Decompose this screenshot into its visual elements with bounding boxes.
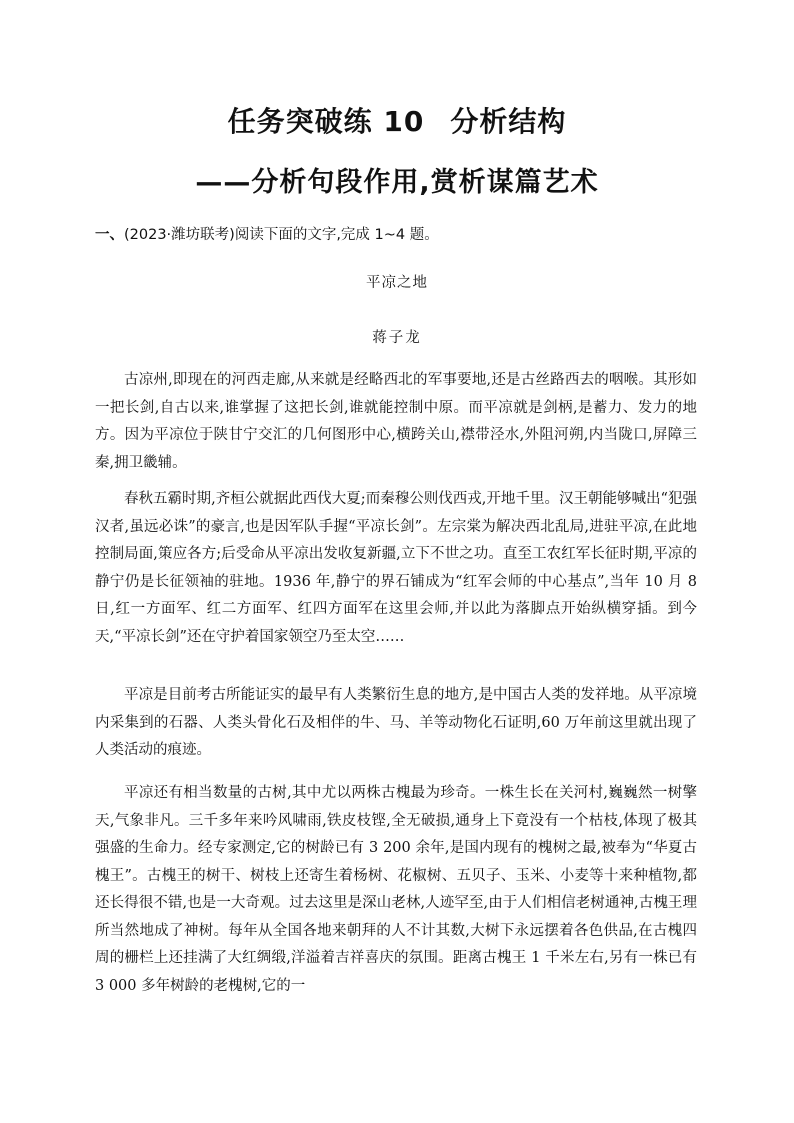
essay-paragraph-4: 平凉还有相当数量的古树,其中尤以两株古槐最为珍奇。一株生长在关河村,巍巍然一树擎天,气象非凡。三千多年来吟风啸雨,铁皮枝铿,全无破损,通身上下竟没有一个枯枝,体现了极其强盛的生命力。经专家测定,它的树龄已有 3 200 余年,是国内现有的槐树之最,被奉为“华夏古槐王”。古槐王的树干、树枝上还寄生着杨树、花椒树、五贝子、玉米、小麦等十来种植物,都还长得很不错,也是一大奇观。过去这里是深山老林,人迹罕至,由于人们相信老树通神,古槐王理所当然地成了神树。每年从全国各地来朝拜的人不计其数,大树下永远摆着各色供品,在古槐四周的栅栏上还挂满了大红绸缎,洋溢着吉祥喜庆的氛围。距离古槐王 1 千米左右,另有一株已有 3 000 多年树龄的老槐树,它的一 xyxy=(95,785,697,994)
page-subtitle: ——分析句段作用,赏析谋篇艺术 xyxy=(195,167,599,198)
question-instruction xyxy=(95,223,439,247)
essay-paragraph-2: 春秋五霸时期,齐桓公就据此西伐大夏;而秦穆公则伐西戎,开地千里。汉王朝能够喊出“犯强汉者,虽远必诛”的豪言,也是因军队手握“平凉长剑”。左宗棠为解决西北乱局,进驻平凉,在此地控制局面,策应各方;后受命从平凉出发收复新疆,立下不世之功。直至工农红军长征时期,平凉的静宁仍是长征领袖的驻地。1936 年,静宁的界石铺成为“红军会师的中心基点”,当年 10 月 8 日,红一方面军、红二方面军、红四方面军在这里会师,并以此为落脚点开始纵横穿插。到今天,“平凉长剑”还在守护着国家领空乃至太空…… xyxy=(95,491,697,645)
essay-paragraph-3: 平凉是目前考古所能证实的最早有人类繁衍生息的地方,是中国古人类的发祥地。从平凉境内采集到的石器、人类头骨化石及相伴的牛、马、羊等动物化石证明,60 万年前这里就出现了人类活动的痕迹。 xyxy=(95,687,697,758)
question-number: 一、 xyxy=(95,227,124,243)
page-title xyxy=(0,102,794,142)
essay-title: 平凉之地 xyxy=(366,275,428,291)
essay-author: 蒋子龙 xyxy=(372,330,422,346)
essay-paragraph-1: 古凉州,即现在的河西走廊,从来就是经略西北的军事要地,还是古丝路西去的咽喉。其形如一把长剑,自古以来,谁掌握了这把长剑,谁就能控制中原。而平凉就是剑柄,是蓄力、发力的地方。因为平凉位于陕甘宁交汇的几何图形中心,横跨关山,襟带泾水,外阻河朔,内当陇口,屏障三秦,拥卫畿辅。 xyxy=(95,372,697,471)
title-main-right: 分析结构 xyxy=(450,105,567,138)
title-main-left: 任务突破练 10 xyxy=(227,105,425,138)
question-text: (2023·潍坊联考)阅读下面的文字,完成 1~4 题。 xyxy=(124,227,439,243)
